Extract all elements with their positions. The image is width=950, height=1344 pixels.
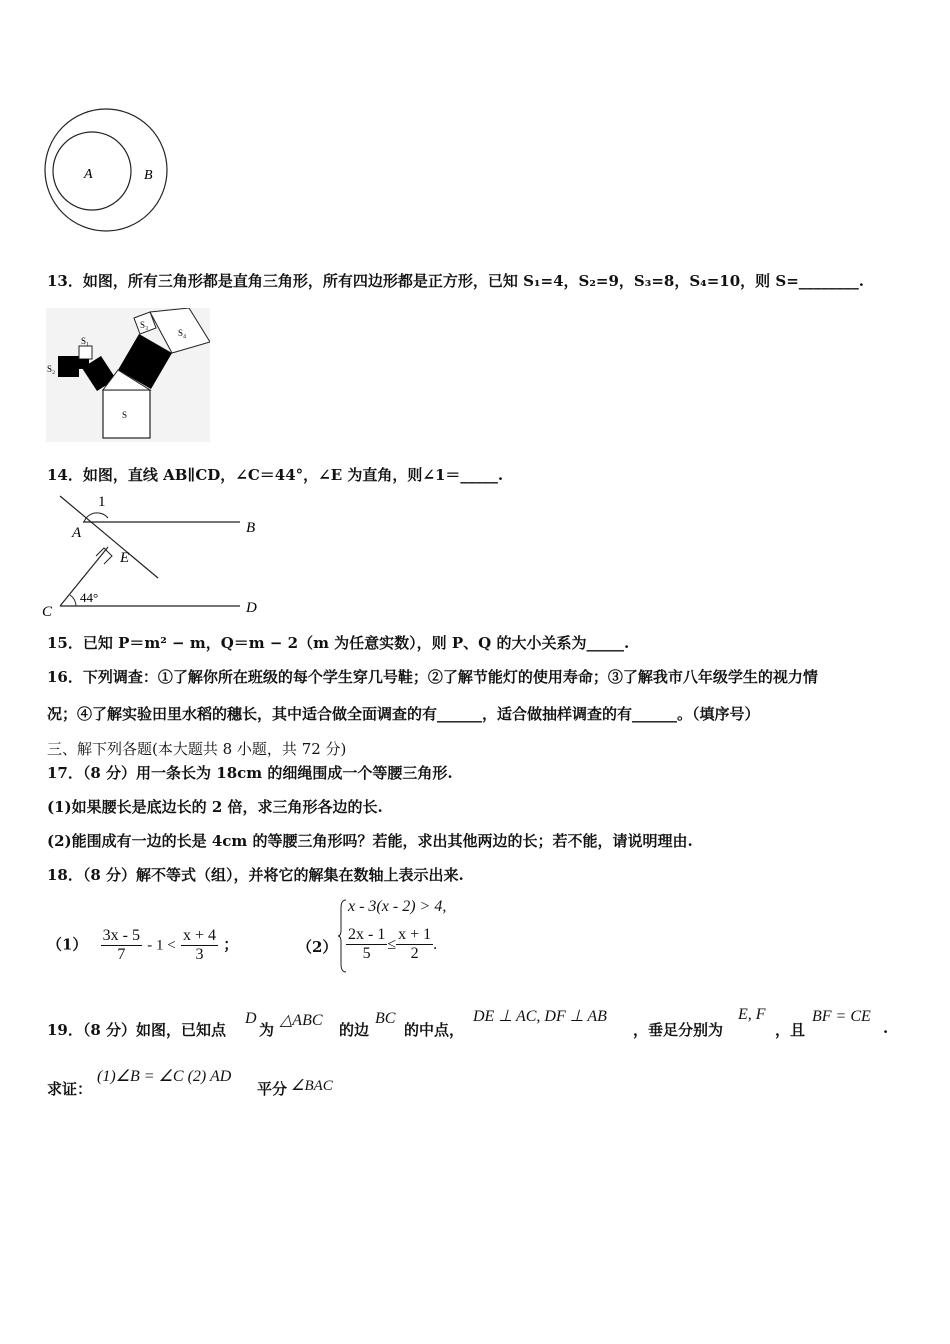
fraction-2b-numerator: x + 1 [398,926,432,943]
label-s3: S₃ [140,320,149,330]
q19-point-d: D [245,1010,257,1027]
question-14: 14．如图，直线 AB∥CD，∠C＝44°，∠E 为直角，则∠1＝_____. [47,466,504,484]
q19-text-5: ，且 [775,1021,806,1039]
circle-label-a: A [84,167,93,182]
part-1-label: （1） [47,935,88,954]
inequality-1 [47,927,238,964]
inequality-1-middle: - 1 < [147,937,176,954]
angle-44-label: 44° [80,590,99,605]
inequality-system-2 [338,898,478,974]
label-s4: S₄ [178,328,187,338]
question-16-line2: 况；④了解实验田里水稻的穗长，其中适合做全面调查的有______，适合做抽样调查的有______。（填序号） [47,705,760,723]
system-line-1: x - 3(x - 2) > 4, [348,898,447,915]
point-b-label: B [246,520,256,536]
fraction-2a-denominator: 5 [362,945,371,962]
point-e-label: E [120,550,130,566]
q19-text-3: 的中点， [404,1021,465,1039]
q19-triangle-abc: △ABC [280,1012,323,1029]
circle-label-b: B [144,168,153,183]
question-17-part1: (1)如果腰长是底边长的 2 倍，求三角形各边的长. [47,798,383,816]
proof-bisects: 平分 [257,1080,288,1098]
system-end: . [433,936,438,953]
fraction-1b-numerator: x + 4 [182,927,216,944]
part-2-label: （2） [297,938,338,956]
q19-text-4: ，垂足分别为 [633,1021,724,1039]
label-s1: S₁ [81,336,90,346]
question-16-line1: 16．下列调查：①了解你所在班级的每个学生穿几号鞋；②了解节能灯的使用寿命；③了解我市八年级学生的视力情 [47,668,818,686]
section-3-title: 三、解下列各题(本大题共 8 小题，共 72 分) [47,740,347,758]
inequality-1-end: ； [223,935,239,954]
squares-figure [46,308,210,442]
question-15: 15．已知 P＝m² − m，Q＝m − 2（m 为任意实数），则 P、Q 的大小关系为_____. [47,634,630,652]
question-18: 18．（8 分）解不等式（组），并将它的解集在数轴上表示出来. [47,866,464,884]
fraction-1b [181,927,218,964]
question-17-part2: (2)能围成有一边的长是 4cm 的等腰三角形吗？若能，求出其他两边的长；若不能，请说明理由. [47,832,693,850]
q19-text-2: 的边 [339,1021,370,1039]
system-line-2 [346,926,437,963]
question-13: 13．如图，所有三角形都是直角三角形，所有四边形都是正方形，已知 S₁=4，S₂=9，S₃=8，S₄=10，则 S=________. [47,272,865,290]
q19-prefix: 19．（8 分）如图，已知点 [47,1021,227,1039]
question-17: 17．（8 分）用一条长为 18cm 的细绳围成一个等腰三角形. [47,764,453,782]
fraction-1b-denominator: 3 [195,946,204,963]
point-a-label: A [72,525,82,541]
point-d-label: D [246,600,257,616]
q19-text-6: . [883,1019,889,1037]
system-leq: ≤ [387,936,397,953]
fraction-2a-numerator: 2x - 1 [348,926,386,943]
fraction-1a-denominator: 7 [117,946,126,963]
proof-label: 求证： [47,1080,93,1098]
proof-angle-bac: ∠BAC [291,1078,333,1094]
parallel-lines-figure [40,490,270,622]
concentric-circles-figure [40,108,172,232]
q19-points-ef: E, F [738,1006,766,1023]
fraction-1a-numerator: 3x - 5 [102,927,140,944]
q19-text-1: 为 [259,1021,275,1039]
proof-expression: (1)∠B = ∠C (2) AD [97,1068,232,1085]
point-c-label: C [42,604,53,620]
q19-equation: BF = CE [812,1008,871,1025]
fraction-2b-denominator: 2 [410,945,419,962]
fraction-2b [396,926,433,963]
fraction-2a [346,926,387,963]
q19-side-bc: BC [375,1010,396,1027]
q19-proof-line [47,1066,447,1096]
fraction-1a [101,927,142,964]
label-s2: S₂ [47,364,56,374]
q19-perpendiculars: DE ⊥ AC, DF ⊥ AB [473,1008,607,1025]
question-19 [47,1006,907,1039]
label-s: S [122,410,128,420]
angle-1-label: 1 [98,494,106,510]
